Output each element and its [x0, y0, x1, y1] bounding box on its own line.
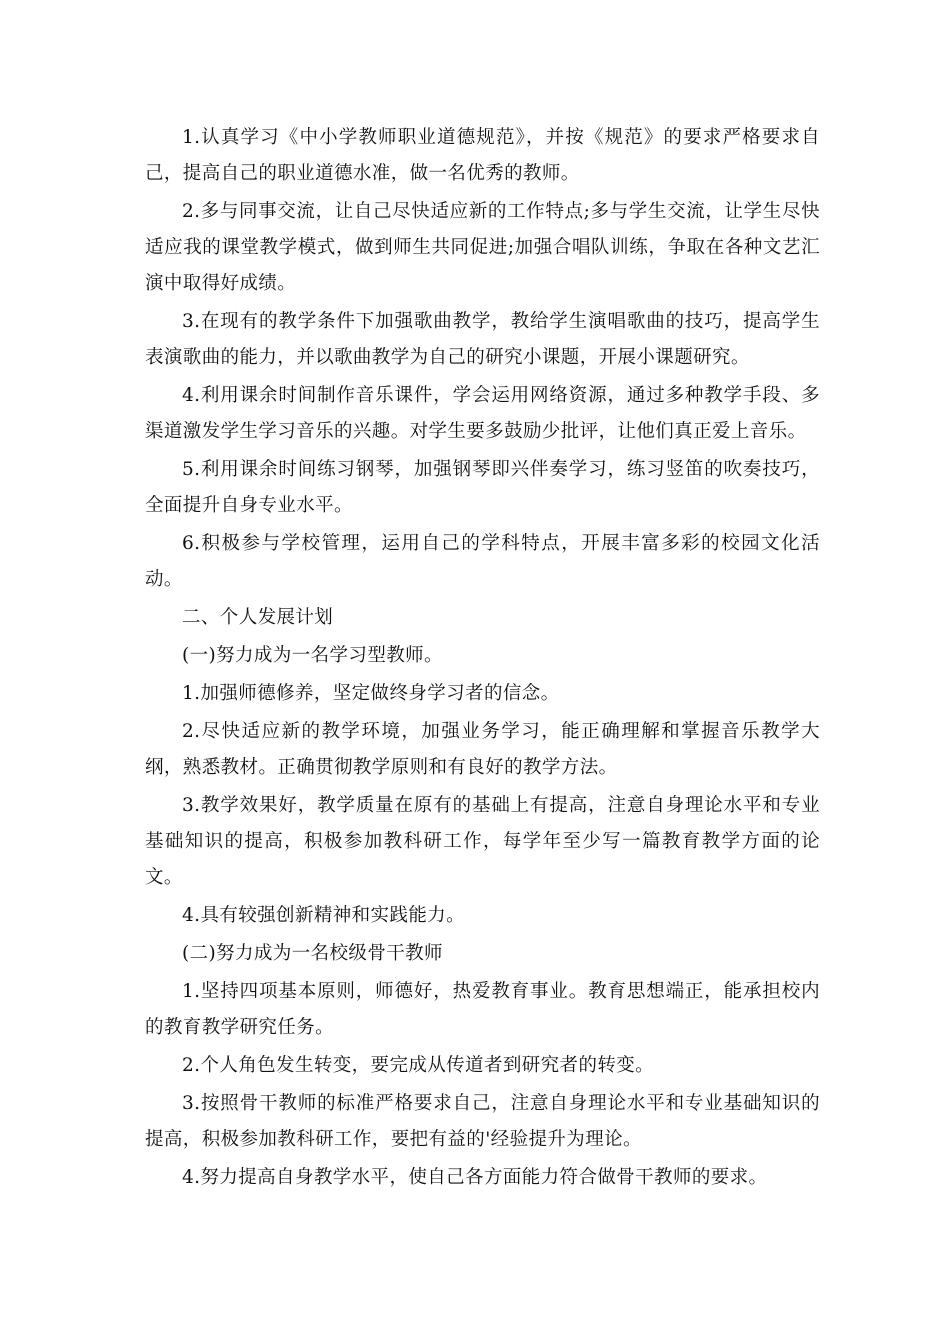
section-heading-personal-plan: 二、个人发展计划: [182, 607, 334, 628]
paragraph-backbone-3: 3.按照骨干教师的标准严格要求自己，注意自身理论水平和专业基础知识的提高，积极参加教科研工作，要把有益的'经验提升为理论。: [145, 1093, 820, 1150]
paragraph-learning-2: 2.尽快适应新的教学环境，加强业务学习，能正确理解和掌握音乐教学大纲，熟悉教材。正确贯彻教学原则和有良好的教学方法。: [145, 721, 820, 778]
paragraph-backbone-1: 1.坚持四项基本原则，师德好，热爱教育事业。教育思想端正，能承担校内的教育教学研究任务。: [145, 981, 820, 1038]
paragraph-backbone-2: 2.个人角色发生转变，要完成从传道者到研究者的转变。: [182, 1055, 655, 1076]
paragraph-learning-3: 3.教学效果好，教学质量在原有的基础上有提高，注意自身理论水平和专业基础知识的提高，积极参加教科研工作，每学年至少写一篇教育教学方面的论文。: [145, 795, 820, 888]
paragraph-learning-1: 1.加强师德修养，坚定做终身学习者的信念。: [182, 683, 560, 704]
paragraph-1: 1.认真学习《中小学教师职业道德规范》，并按《规范》的要求严格要求自己，提高自己的职业道德水准，做一名优秀的教师。: [145, 127, 820, 184]
paragraph-4: 4.利用课余时间制作音乐课件，学会运用网络资源，通过多种教学手段、多渠道激发学生学习音乐的兴趣。对学生要多鼓励少批评，让他们真正爱上音乐。: [145, 385, 820, 442]
paragraph-2: 2.多与同事交流，让自己尽快适应新的工作特点;多与学生交流，让学生尽快适应我的课堂教学模式，做到师生共同促进;加强合唱队训练，争取在各种文艺汇演中取得好成绩。: [145, 201, 820, 294]
paragraph-backbone-4: 4.努力提高自身教学水平，使自己各方面能力符合做骨干教师的要求。: [182, 1167, 768, 1188]
paragraph-learning-4: 4.具有较强创新精神和实践能力。: [182, 905, 466, 926]
subsection-heading-learning-teacher: (一)努力成为一名学习型教师。: [182, 645, 443, 666]
subsection-heading-backbone-teacher: (二)努力成为一名校级骨干教师: [182, 943, 443, 964]
document-body: [145, 120, 820, 1198]
paragraph-5: 5.利用课余时间练习钢琴，加强钢琴即兴伴奏学习，练习竖笛的吹奏技巧，全面提升自身专业水平。: [145, 459, 820, 516]
paragraph-6: 6.积极参与学校管理，运用自己的学科特点，开展丰富多彩的校园文化活动。: [145, 533, 820, 590]
paragraph-3: 3.在现有的教学条件下加强歌曲教学，教给学生演唱歌曲的技巧，提高学生表演歌曲的能力，并以歌曲教学为自己的研究小课题，开展小课题研究。: [145, 311, 820, 368]
